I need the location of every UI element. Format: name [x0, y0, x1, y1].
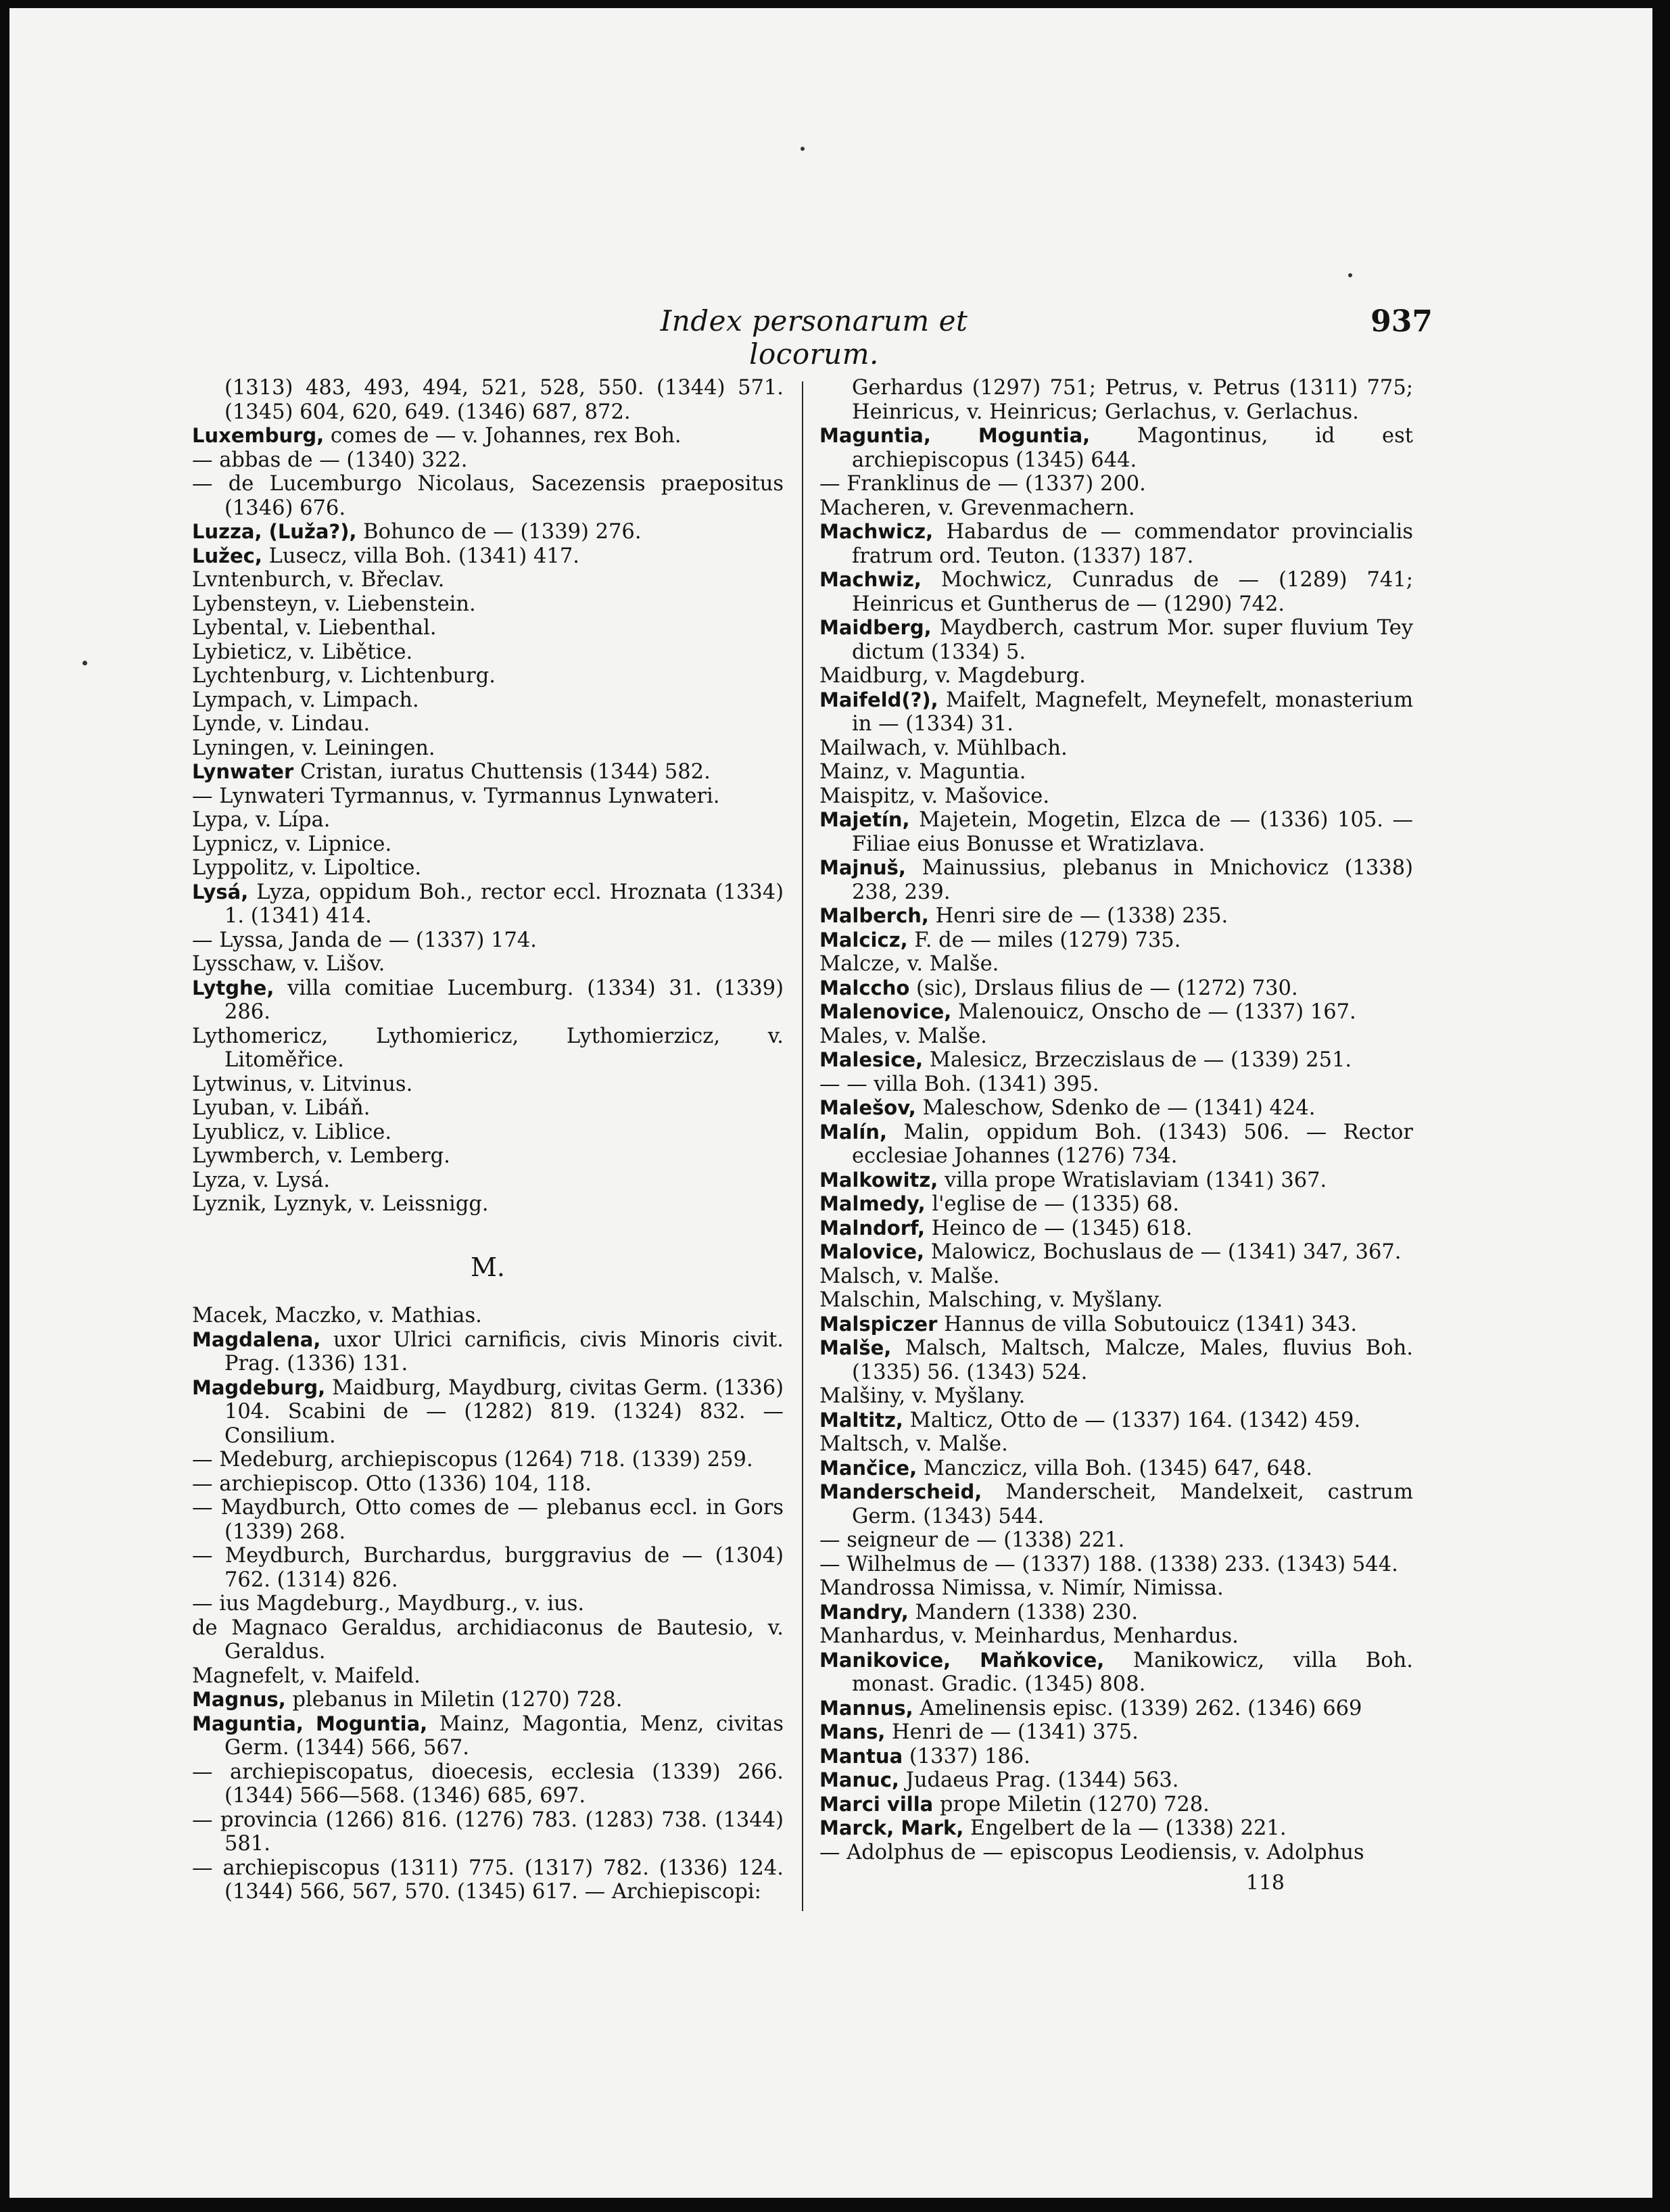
entry-text: (sic), Drslaus filius de — (1272) 730.: [909, 976, 1298, 1000]
entry-lemma: Maidberg,: [819, 616, 932, 639]
index-entry: [192, 1304, 784, 1328]
index-entry: [192, 1144, 784, 1169]
entry-text: villa prope Wratislaviam (1341) 367.: [938, 1168, 1327, 1192]
index-entry: [819, 664, 1413, 688]
index-entry: [819, 376, 1413, 424]
entry-text: F. de — miles (1279) 735.: [907, 928, 1181, 952]
entry-text: (1313) 483, 493, 494, 521, 528, 550. (1344) 571. (1345) 604, 620, 649. (1346) 687, 872.: [224, 376, 784, 424]
entry-text: Lysschaw, v. Lišov.: [192, 952, 385, 976]
entry-text: Malsch, v. Malše.: [819, 1264, 1000, 1288]
entry-text: — seigneur de — (1338) 221.: [819, 1528, 1125, 1552]
entry-text: Judaeus Prag. (1344) 563.: [899, 1768, 1179, 1792]
entry-text: prope Miletin (1270) 728.: [933, 1792, 1210, 1816]
index-entry: [819, 1457, 1413, 1481]
entry-lemma: Maguntia, Moguntia,: [192, 1712, 428, 1735]
index-entry: [819, 1192, 1413, 1217]
index-entry: [819, 736, 1413, 761]
entry-text: Mainz, Magontia, Menz, civitas Germ. (1344) 566, 567.: [224, 1712, 784, 1760]
entry-lemma: Mandry,: [819, 1600, 909, 1624]
entry-text: Engelbert de la — (1338) 221.: [963, 1816, 1287, 1840]
index-entry: [819, 1073, 1413, 1097]
index-entry: [819, 952, 1413, 976]
index-entry: [192, 1376, 784, 1449]
index-entry: [192, 736, 784, 761]
index-entry: [819, 520, 1413, 568]
entry-text: l'eglise de — (1335) 68.: [925, 1192, 1180, 1216]
index-entry: [819, 1217, 1413, 1241]
index-entry: [192, 1808, 784, 1856]
index-entry: [192, 976, 784, 1025]
entry-text: de Magnaco Geraldus, archidiaconus de Bautesio, v. Geraldus.: [192, 1616, 784, 1664]
entry-text: Malenouicz, Onscho de — (1337) 167.: [951, 1000, 1356, 1024]
entry-text: Amelinensis episc. (1339) 262. (1346) 669: [913, 1696, 1362, 1720]
entry-text: Gerhardus (1297) 751; Petrus, v. Petrus (1311) 775; Heinricus, v. Heinricus; Gerlachus, v. Gerlachus.: [852, 376, 1413, 424]
index-entry: [819, 1409, 1413, 1433]
index-entry: [192, 640, 784, 665]
index-entry: [819, 1697, 1413, 1721]
index-entry: [192, 1448, 784, 1472]
entry-text: Lypnicz, v. Lipnice.: [192, 832, 392, 856]
entry-text: Malticz, Otto de — (1337) 164. (1342) 459.: [903, 1408, 1361, 1432]
entry-text: Mainussius, plebanus in Mnichovicz (1338) 238, 239.: [852, 856, 1413, 904]
entry-text: Lyublicz, v. Liblice.: [192, 1120, 392, 1144]
column-divider: [802, 381, 803, 1911]
index-entry: [819, 1768, 1413, 1793]
index-entry: [192, 832, 784, 857]
entry-text: Lyza, v. Lysá.: [192, 1168, 331, 1192]
index-entry: [192, 1121, 784, 1145]
entry-text: Mandrossa Nimissa, v. Nimír, Nimissa.: [819, 1576, 1224, 1600]
entry-text: Henri sire de — (1338) 235.: [928, 904, 1228, 928]
index-entry: [192, 784, 784, 809]
entry-lemma: Maifeld(?),: [819, 688, 938, 711]
entry-text: — Medeburg, archiepiscopus (1264) 718. (1339) 259.: [192, 1448, 753, 1472]
entry-text: — ius Magdeburg., Maydburg., v. ius.: [192, 1592, 585, 1616]
index-entry: [192, 1544, 784, 1592]
entry-text: Males, v. Malše.: [819, 1024, 987, 1048]
index-entry: [819, 1745, 1413, 1769]
index-entry: [819, 1000, 1413, 1025]
entry-lemma: Maguntia, Moguntia,: [819, 424, 1091, 447]
entry-text: Majetein, Mogetin, Elzca de — (1336) 105. — Filiae eius Bonusse et Wratizlava.: [852, 808, 1413, 856]
index-entry: [192, 1496, 784, 1544]
index-entry: [192, 1712, 784, 1760]
entry-text: — Lyssa, Janda de — (1337) 174.: [192, 928, 537, 952]
index-entry: [819, 1841, 1413, 1865]
entry-lemma: Malndorf,: [819, 1216, 926, 1240]
entry-text: Heinco de — (1345) 618.: [925, 1216, 1193, 1240]
index-entry: [819, 496, 1413, 521]
index-entry: [192, 568, 784, 592]
index-entry: [192, 544, 784, 569]
entry-text: — provincia (1266) 816. (1276) 783. (1283) 738. (1344) 581.: [192, 1808, 784, 1856]
entry-lemma: Majnuš,: [819, 856, 906, 879]
index-entry: [819, 856, 1413, 904]
index-entry: [192, 592, 784, 617]
entry-lemma: Mannus,: [819, 1696, 913, 1720]
entry-text: Lybensteyn, v. Liebenstein.: [192, 592, 476, 616]
index-entry: [192, 1688, 784, 1712]
entry-text: Malowicz, Bochuslaus de — (1341) 347, 367.: [924, 1240, 1402, 1264]
entry-text: Lyuban, v. Libáň.: [192, 1096, 371, 1120]
index-entry: [819, 1288, 1413, 1313]
index-entry: [192, 472, 784, 520]
entry-text: Maifelt, Magnefelt, Meynefelt, monasterium in — (1334) 31.: [852, 688, 1413, 736]
entry-text: Magnefelt, v. Maifeld.: [192, 1664, 421, 1688]
entry-lemma: Magnus,: [192, 1688, 286, 1711]
entry-lemma: Marck, Mark,: [819, 1816, 964, 1839]
index-entry: [819, 1480, 1413, 1528]
entry-text: Maydberch, castrum Mor. super fluvium Tey dictum (1334) 5.: [852, 616, 1413, 664]
entry-lemma: Lužec,: [192, 544, 262, 567]
entry-lemma: Malenovice,: [819, 1000, 952, 1023]
entry-text: Bohunco de — (1339) 276.: [356, 520, 642, 544]
index-entry: [192, 1192, 784, 1217]
entry-text: Mailwach, v. Mühlbach.: [819, 736, 1068, 760]
entry-text: Maispitz, v. Mašovice.: [819, 784, 1050, 808]
entry-text: villa comitiae Lucemburg. (1334) 31. (1339) 286.: [224, 976, 784, 1024]
entry-lemma: Lysá,: [192, 880, 249, 903]
entry-lemma: Marci villa: [819, 1792, 934, 1816]
entry-text: Lypa, v. Lípa.: [192, 808, 331, 832]
entry-text: — abbas de — (1340) 322.: [192, 448, 468, 472]
index-entry: [819, 1096, 1413, 1121]
entry-text: Maltsch, v. Malše.: [819, 1432, 1008, 1456]
entry-lemma: Magdalena,: [192, 1327, 321, 1351]
entry-text: — archiepiscop. Otto (1336) 104, 118.: [192, 1472, 592, 1496]
index-column-right: [819, 376, 1413, 1896]
index-entry: [192, 1760, 784, 1808]
entry-text: Lytwinus, v. Litvinus.: [192, 1072, 413, 1096]
entry-text: Henri de — (1341) 375.: [885, 1720, 1139, 1744]
entry-lemma: Lynwater: [192, 760, 294, 783]
index-entry: [192, 1025, 784, 1073]
running-head-title: Index personarum et locorum.: [660, 304, 968, 371]
entry-text: Manderscheit, Mandelxeit, castrum Germ. (1343) 544.: [852, 1480, 1413, 1528]
entry-lemma: Majetín,: [819, 808, 910, 831]
entry-lemma: Luzza, (Luža?),: [192, 520, 357, 543]
index-entry: [819, 1816, 1413, 1841]
index-entry: [819, 904, 1413, 928]
entry-text: — Wilhelmus de — (1337) 188. (1338) 233. (1343) 544.: [819, 1552, 1398, 1576]
index-entry: [819, 1384, 1413, 1409]
entry-text: Malin, oppidum Boh. (1343) 506. — Rector ecclesiae Johannes (1276) 734.: [852, 1120, 1413, 1168]
entry-text: — Maydburch, Otto comes de — plebanus eccl. in Gors (1339) 268.: [192, 1496, 784, 1544]
entry-text: Habardus de — commendator provincialis fratrum ord. Teuton. (1337) 187.: [852, 520, 1413, 568]
entry-text: Maleschow, Sdenko de — (1341) 424.: [915, 1096, 1316, 1120]
entry-text: Malcze, v. Malše.: [819, 952, 999, 976]
entry-text: Lvntenburch, v. Břeclav.: [192, 568, 445, 592]
index-entry: [819, 1121, 1413, 1169]
index-entry: [192, 880, 784, 928]
entry-lemma: Malspiczer: [819, 1312, 938, 1336]
entry-text: Hannus de villa Sobutouicz (1341) 343.: [937, 1312, 1358, 1336]
entry-lemma: Maltitz,: [819, 1408, 903, 1432]
entry-lemma: Mans,: [819, 1720, 886, 1743]
index-entry: [819, 784, 1413, 809]
index-entry: [192, 928, 784, 953]
entry-text: Mainz, v. Maguntia.: [819, 760, 1026, 784]
entry-lemma: Mantua: [819, 1744, 903, 1768]
index-entry: [819, 1025, 1413, 1049]
entry-lemma: Malcicz,: [819, 928, 908, 951]
entry-text: Malschin, Malsching, v. Myšlany.: [819, 1288, 1163, 1312]
index-entry: [819, 1528, 1413, 1553]
index-entry: [819, 424, 1413, 472]
index-entry: [819, 1576, 1413, 1601]
entry-text: Lyza, oppidum Boh., rector eccl. Hroznata (1334) 1. (1341) 414.: [224, 880, 784, 928]
entry-text: Magontinus, id est archiepiscopus (1345) 644.: [852, 424, 1413, 472]
entry-lemma: Malccho: [819, 976, 910, 999]
entry-lemma: Magdeburg,: [192, 1375, 326, 1399]
index-entry: [819, 1601, 1413, 1625]
entry-text: Cristan, iuratus Chuttensis (1344) 582.: [293, 760, 711, 784]
index-entry: [192, 688, 784, 713]
index-entry: [819, 976, 1413, 1001]
index-entry: [192, 1096, 784, 1121]
entry-text: — Adolphus de — episcopus Leodiensis, v. Adolphus: [819, 1840, 1364, 1864]
entry-text: — de Lucemburgo Nicolaus, Sacezensis praepositus (1346) 676.: [192, 472, 784, 520]
section-letter: M.: [471, 1252, 505, 1282]
entry-text: Malesicz, Brzeczislaus de — (1339) 251.: [923, 1048, 1352, 1072]
index-entry: [819, 760, 1413, 784]
entry-text: Lychtenburg, v. Lichtenburg.: [192, 664, 496, 688]
index-entry: [819, 1432, 1413, 1457]
book-page: [9, 8, 1652, 2198]
index-entry: [819, 1169, 1413, 1193]
entry-text: Mochwicz, Cunradus de — (1289) 741; Heinricus et Guntherus de — (1290) 742.: [852, 568, 1413, 616]
index-entry: [819, 1720, 1413, 1745]
entry-text: Lynde, v. Lindau.: [192, 712, 371, 736]
entry-text: (1337) 186.: [903, 1744, 1030, 1768]
entry-lemma: Malše,: [819, 1336, 892, 1359]
index-entry: [192, 424, 784, 448]
index-entry: [192, 1328, 784, 1376]
entry-text: Lywmberch, v. Lemberg.: [192, 1144, 450, 1168]
index-entry: [819, 472, 1413, 496]
index-entry: [819, 1265, 1413, 1289]
index-entry: [192, 808, 784, 832]
index-entry: [819, 1793, 1413, 1817]
entry-text: Lympach, v. Limpach.: [192, 688, 419, 712]
entry-text: Lyznik, Lyznyk, v. Leissnigg.: [192, 1192, 489, 1216]
entry-text: Lyningen, v. Leiningen.: [192, 736, 435, 760]
index-entry: [819, 1336, 1413, 1384]
entry-lemma: Manderscheid,: [819, 1480, 982, 1503]
index-entry: [192, 760, 784, 784]
index-entry: [192, 1664, 784, 1689]
entry-text: Lybental, v. Liebenthal.: [192, 616, 437, 640]
entry-lemma: Malkowitz,: [819, 1168, 938, 1192]
page-number: 937: [1370, 304, 1433, 339]
index-entry: [819, 616, 1413, 664]
index-entry: [819, 808, 1413, 856]
index-entry: [819, 1649, 1413, 1697]
entry-lemma: Manikovice, Maňkovice,: [819, 1648, 1105, 1672]
entry-text: Malšiny, v. Myšlany.: [819, 1384, 1026, 1408]
index-entry: [819, 1624, 1413, 1649]
index-entry: [819, 568, 1413, 616]
entry-lemma: Mančice,: [819, 1456, 917, 1480]
entry-lemma: Malešov,: [819, 1096, 916, 1119]
index-entry: [819, 1048, 1413, 1073]
entry-text: Lybieticz, v. Libětice.: [192, 640, 413, 664]
index-entry: [192, 1169, 784, 1193]
entry-text: — — villa Boh. (1341) 395.: [819, 1072, 1099, 1096]
signature-mark: 118: [1245, 1871, 1285, 1895]
index-entry: [819, 928, 1413, 953]
entry-lemma: Manuc,: [819, 1768, 899, 1791]
entry-text: Mandern (1338) 230.: [908, 1600, 1139, 1624]
index-entry: [192, 856, 784, 880]
entry-text: Lythomericz, Lythomiericz, Lythomierzicz, v. Litoměřice.: [192, 1024, 784, 1072]
entry-lemma: Machwicz,: [819, 520, 934, 543]
index-entry: [192, 616, 784, 640]
entry-text: Macek, Maczko, v. Mathias.: [192, 1304, 482, 1327]
index-entry: [192, 1073, 784, 1097]
index-entry: [819, 688, 1413, 736]
index-entry: [192, 1592, 784, 1616]
index-entry: [192, 1616, 784, 1664]
entry-text: comes de — v. Johannes, rex Boh.: [324, 424, 682, 448]
entry-lemma: Malberch,: [819, 904, 929, 927]
entry-text: — Meydburch, Burchardus, burggravius de — (1304) 762. (1314) 826.: [192, 1544, 784, 1592]
entry-text: Lusecz, villa Boh. (1341) 417.: [262, 544, 579, 568]
index-entry: [192, 952, 784, 976]
stray-dot: [801, 147, 805, 151]
entry-text: uxor Ulrici carnificis, civis Minoris civit. Prag. (1336) 131.: [224, 1327, 784, 1375]
index-entry: [192, 1856, 784, 1904]
entry-text: plebanus in Miletin (1270) 728.: [285, 1688, 623, 1712]
index-entry: [192, 376, 784, 424]
entry-text: Maidburg, Maydburg, civitas Germ. (1336) 104. Scabini de — (1282) 819. (1324) 832. — Consilium.: [224, 1375, 784, 1448]
entry-text: Maidburg, v. Magdeburg.: [819, 664, 1086, 688]
entry-text: Malsch, Maltsch, Malcze, Males, fluvius Boh. (1335) 56. (1343) 524.: [852, 1336, 1413, 1384]
entry-text: — archiepiscopus (1311) 775. (1317) 782. (1336) 124. (1344) 566, 567, 570. (1345) 617. — Archiepiscopi:: [192, 1856, 784, 1904]
entry-lemma: Luxemburg,: [192, 424, 325, 447]
entry-text: — Franklinus de — (1337) 200.: [819, 472, 1146, 496]
entry-text: — archiepiscopatus, dioecesis, ecclesia (1339) 266. (1344) 566—568. (1346) 685, 697.: [192, 1760, 784, 1808]
entry-lemma: Malesice,: [819, 1048, 924, 1071]
entry-lemma: Malín,: [819, 1120, 887, 1144]
index-entry: [192, 664, 784, 688]
entry-text: — Lynwateri Tyrmannus, v. Tyrmannus Lynwateri.: [192, 784, 720, 808]
index-entry: [192, 520, 784, 544]
stray-dot: [1348, 273, 1352, 277]
entry-text: Manikowicz, villa Boh. monast. Gradic. (1345) 808.: [852, 1648, 1414, 1696]
entry-lemma: Machwiz,: [819, 568, 922, 591]
entry-lemma: Malmedy,: [819, 1192, 926, 1215]
entry-text: Lyppolitz, v. Lipoltice.: [192, 856, 422, 880]
index-entry: [819, 1313, 1413, 1337]
index-entry: [192, 448, 784, 473]
entry-lemma: Malovice,: [819, 1240, 925, 1263]
index-column-left: [192, 376, 784, 1904]
entry-text: Macheren, v. Grevenmachern.: [819, 496, 1135, 520]
index-entry: [819, 1240, 1413, 1265]
index-entry: [192, 1472, 784, 1497]
entry-lemma: Lytghe,: [192, 976, 275, 999]
index-entry: [819, 1553, 1413, 1577]
entry-text: Manhardus, v. Meinhardus, Menhardus.: [819, 1624, 1239, 1648]
stray-dot: [82, 661, 87, 665]
entry-text: Manczicz, villa Boh. (1345) 647, 648.: [917, 1456, 1313, 1480]
index-entry: [192, 712, 784, 736]
